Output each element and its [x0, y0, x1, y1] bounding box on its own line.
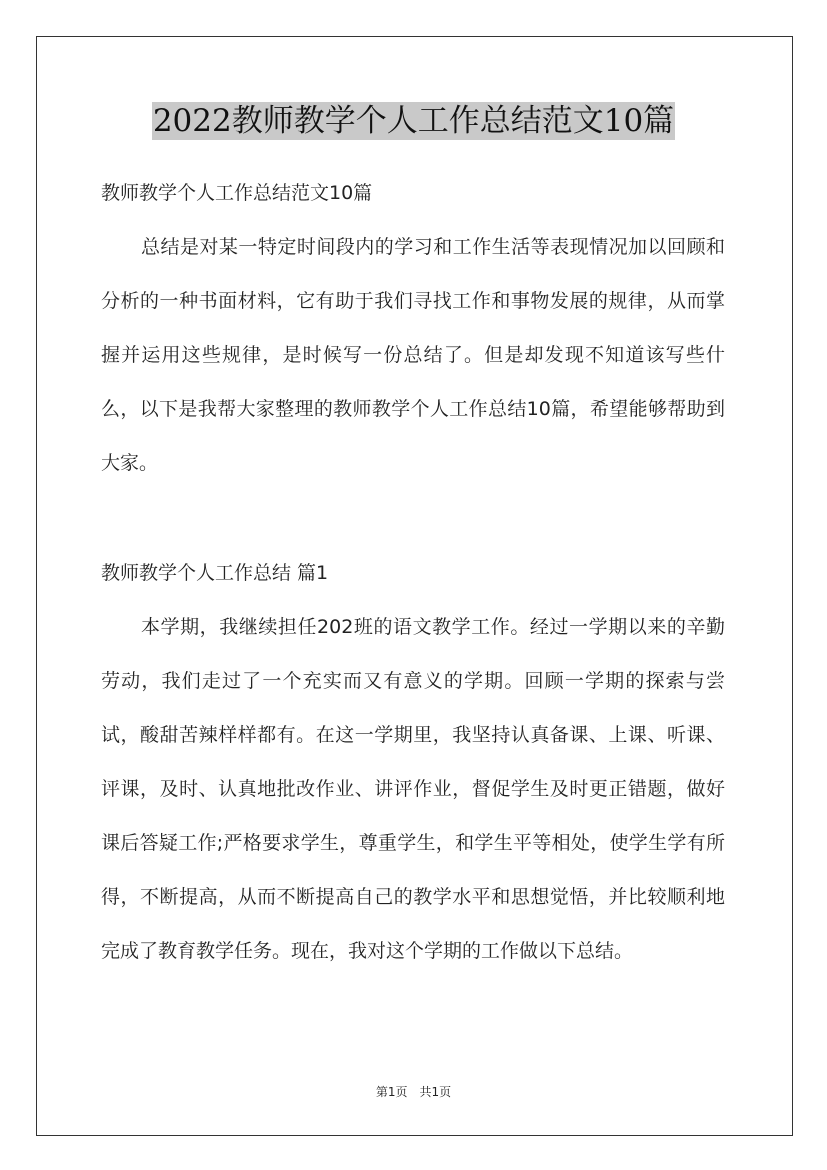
document-title: [0, 102, 827, 140]
document-subtitle: 教师教学个人工作总结范文10篇: [101, 182, 373, 204]
page-footer: 第1页 共1页: [375, 1085, 452, 1099]
section-paragraph: 本学期，我继续担任202班的语文教学工作。经过一学期以来的辛勤劳动，我们走过了一个充实而又有意义的学期。回顾一学期的探索与尝试，酸甜苦辣样样都有。在这一学期里，我坚持认真备课、上课、听课、评课，及时、认真地批改作业、讲评作业，督促学生及时更正错题，做好课后答疑工作;严格要求学生，尊重学生，和学生平等相处，使学生学有所得，不断提高，从而不断提高自己的教学水平和思想觉悟，并比较顺利地完成了教育教学任务。现在，我对这个学期的工作做以下总结。: [101, 616, 725, 962]
intro-paragraph: 总结是对某一特定时间段内的学习和工作生活等表现情况加以回顾和分析的一种书面材料，它有助于我们寻找工作和事物发展的规律，从而掌握并运用这些规律，是时候写一份总结了。但是却发现不知道该写些什么，以下是我帮大家整理的教师教学个人工作总结10篇，希望能够帮助到大家。: [101, 236, 725, 474]
document-title-text: 2022教师教学个人工作总结范文10篇: [152, 103, 675, 139]
section-heading: 教师教学个人工作总结 篇1: [101, 562, 329, 584]
